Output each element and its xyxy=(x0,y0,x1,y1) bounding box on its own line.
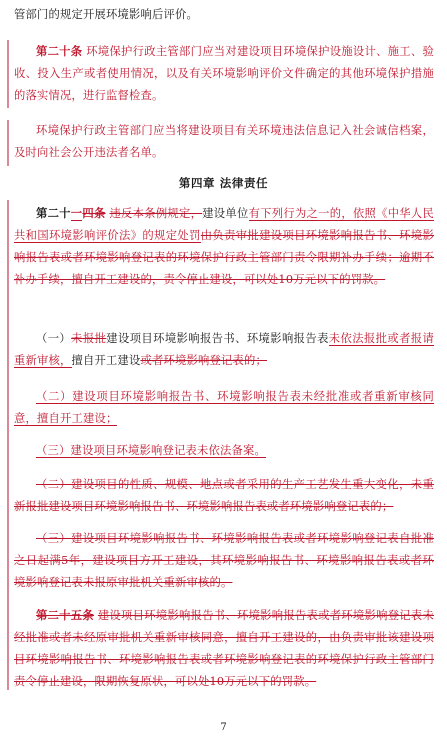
change-bar xyxy=(7,200,9,690)
article-number-deleted: 第二十五条 xyxy=(36,608,94,622)
credit-paragraph xyxy=(14,120,434,164)
item-2 xyxy=(14,386,434,430)
change-bar xyxy=(7,120,9,166)
deleted-article-25 xyxy=(14,604,434,693)
deleted-text: 由负责审批建设项目环境影响报告书、环境影响报告表或者环境影响登记表的环境保护行政主管部门责令限期补办手续；逾期不补办手续，擅自开工建设的，责令停止建设，可以处10万元以下的罚款。 xyxy=(14,229,434,286)
deleted-item-3 xyxy=(14,528,434,594)
article-text: 环境保护行政主管部门应当对建设项目环境保护设施设计、施工、验收、投入生产或者使用情况，以及有关环境影响评价文件确定的其他环境保护措施的落实情况，进行监督检查。 xyxy=(14,45,434,102)
article-number-deleted: 四条 xyxy=(82,206,106,220)
article-number-new: 一 xyxy=(70,206,83,220)
deleted-text: 违反本条例规定， xyxy=(109,207,203,220)
inserted-text: 依照《中华人民共和国环境影响评价法》的规定处罚 xyxy=(14,207,434,242)
article-number: 第二十条 xyxy=(36,44,83,58)
kept-text: 建设单位 xyxy=(202,207,249,220)
kept-text: 建设项目环境影响报告书、环境影响报告表 xyxy=(106,332,329,345)
inserted-text: （二）建设项目环境影响报告书、环境影响报告表未经批准或者重新审核同意，擅自开工建设； xyxy=(14,390,434,425)
deleted-item-2 xyxy=(14,474,434,518)
article-20 xyxy=(14,40,434,107)
chapter-heading: 第四章 法律责任 xyxy=(178,176,269,190)
deleted-text: （二）建设项目的性质、规模、地点或者采用的生产工艺发生重大变化，未重新报批建设项目环境影响报告书、环境影响报告表或者环境影响登记表的； xyxy=(14,478,434,513)
kept-text: 擅自开工建设 xyxy=(71,354,141,367)
item-prefix: （一） xyxy=(36,332,72,345)
article-21 xyxy=(14,202,434,291)
deleted-text: 或者环境影响登记表的； xyxy=(140,354,267,367)
deleted-text: （三）建设项目环境影响报告书、环境影响报告表或者环境影响登记表自批准之日起满5年，建设项目方开工建设，其环境影响报告书、环境影响报告表或者环境影响登记表未报原审批机关重新审核的。 xyxy=(14,532,434,589)
change-bar xyxy=(7,40,9,108)
paragraph-continuation xyxy=(14,4,434,26)
article-number-kept: 第二十 xyxy=(36,206,71,220)
page-number: 7 xyxy=(220,722,227,733)
deleted-text: 未报批 xyxy=(71,332,107,345)
inserted-text: （三）建设项目环境影响登记表未依法备案。 xyxy=(36,444,266,457)
inserted-text: 未依法报批或者报请重新审核， xyxy=(14,332,434,367)
inserted-text: 有下列行为之一的， xyxy=(248,207,353,220)
paragraph-text: 环境保护行政主管部门应当将建设项目有关环境违法信息记入社会诚信档案，及时向社会公开违法者名单。 xyxy=(14,124,434,159)
item-3 xyxy=(14,440,434,462)
deleted-text: 建设项目环境影响报告书、环境影响报告表或者环境影响登记表未经批准或者未经原审批机关重新审核同意，擅自开工建设的，由负责审批该建设项目环境影响报告书、环境影响报告表或者环境影响登记表的环境保护行政主管部门责令停止建设，限期恢复原状，可以处10万元以下的罚款。 xyxy=(14,609,434,688)
paragraph-text: 管部门的规定开展环境影响后评价。 xyxy=(14,8,198,21)
item-1 xyxy=(14,328,434,372)
